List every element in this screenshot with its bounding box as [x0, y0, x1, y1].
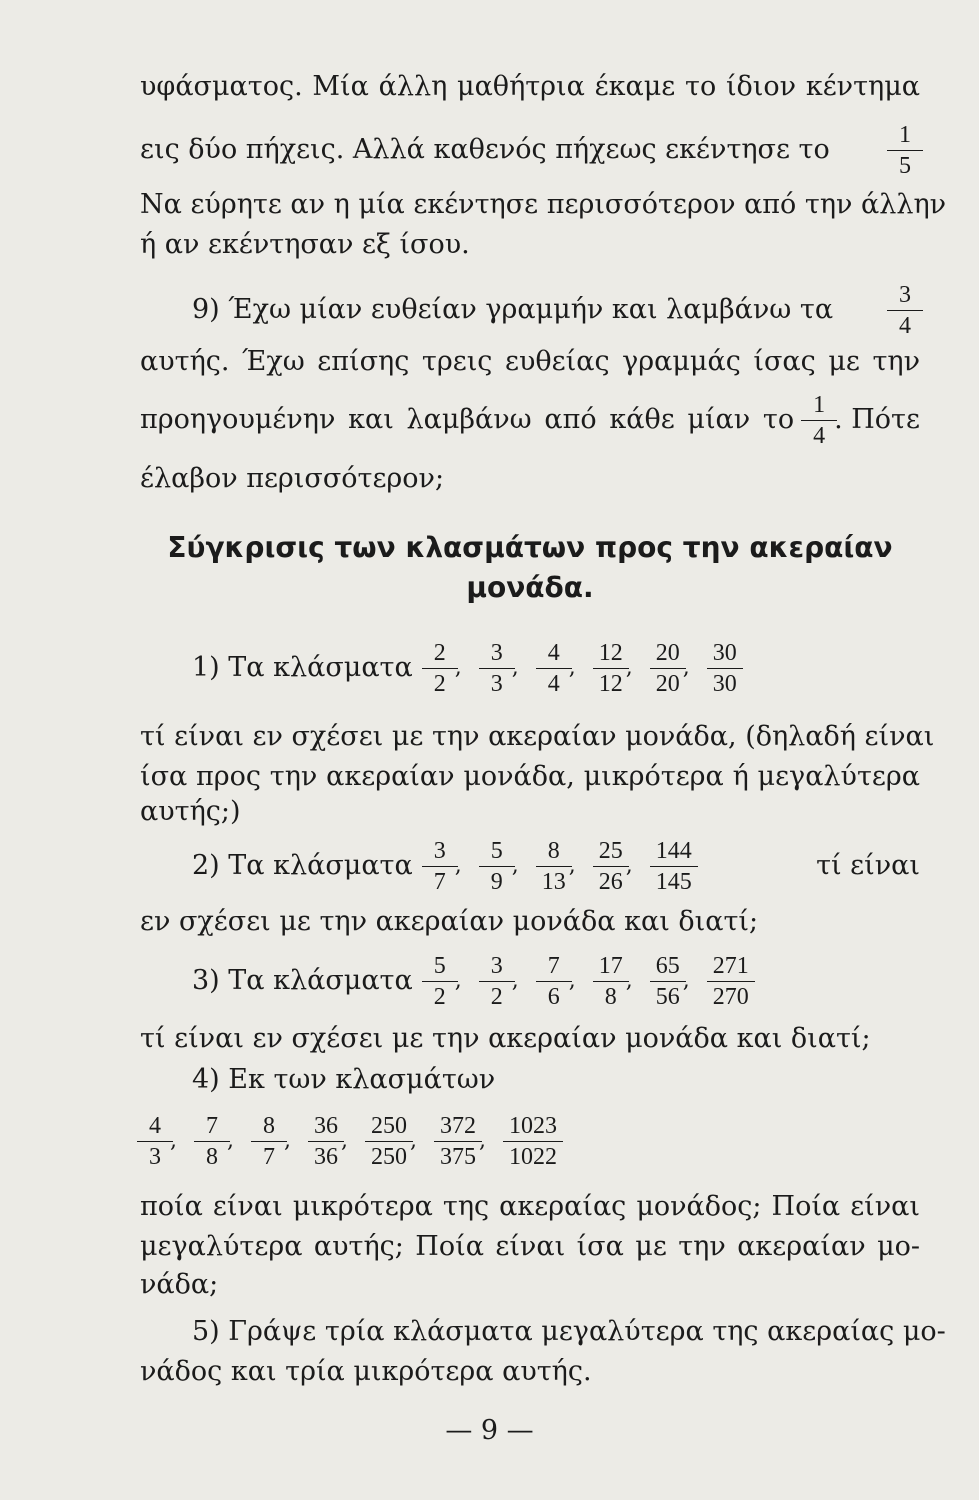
section-heading-line-2: μονάδα. [466, 571, 594, 604]
fraction-denominator: 20 [655, 670, 680, 697]
fraction [539, 953, 569, 1010]
intro-line-3: Να εύρητε αν η μία εκέντησε περισσότερον από την άλλην [140, 189, 947, 220]
fraction-denominator: 250 [371, 1143, 407, 1170]
page-number: — 9 — [445, 1415, 534, 1446]
fraction-denominator: 12 [598, 670, 623, 697]
exercise-2-text: εν σχέσει με την ακεραίαν μονάδα και διατί; [140, 906, 759, 937]
fraction-denominator: 3 [490, 670, 503, 697]
exercise-3-fractions-line: 3) Τα κλάσματα $\frac{5}{2}$ , $\frac{3}{2}$ , $\frac{7}{6}$ , $\frac{17}{8}$ , $\frac{65}{56}$ , $\frac{271}{270}$ [140, 943, 920, 1019]
fraction-numerator: 8 [251, 1113, 287, 1142]
exercise-1-text-1: τί είναι εν σχέσει με την ακεραίαν μονάδα, (δηλαδή είναι [140, 721, 935, 752]
fraction-denominator: 2 [490, 983, 503, 1010]
fraction [890, 282, 920, 339]
fraction-numerator: 30 [707, 640, 743, 669]
fraction-numerator: 144 [650, 838, 698, 867]
fraction-numerator: 3 [422, 838, 458, 867]
fraction-numerator: 65 [650, 953, 686, 982]
fraction-denominator: 36 [314, 1143, 338, 1170]
fraction-denominator: 2 [433, 670, 446, 697]
fraction-numerator: 1023 [503, 1113, 563, 1142]
fraction-denominator: 6 [547, 983, 560, 1010]
fraction [368, 1113, 410, 1170]
exercise-4-fractions-line: $\frac{4}{3}$ , $\frac{7}{8}$ , $\frac{8}{7}$ , $\frac{36}{36}$ , $\frac{250}{250}$ , $\frac{372}{375}$ , $\frac{1023}{1022}$ [140, 1103, 920, 1179]
fraction-numerator: 17 [593, 953, 629, 982]
fraction-numerator: 7 [194, 1113, 230, 1142]
fraction [596, 640, 626, 697]
exercise-3-text: τί είναι εν σχέσει με την ακεραίαν μονάδα και διατί; [140, 1023, 871, 1054]
fraction [653, 953, 683, 1010]
fraction-denominator: 7 [433, 868, 446, 895]
problem-9-line-4: έλαβον περισσότερον; [140, 463, 445, 494]
problem-9-line-1 [140, 275, 920, 345]
fraction [425, 953, 455, 1010]
fraction-denominator: 1022 [509, 1143, 557, 1170]
fraction-numerator: 3 [479, 640, 515, 669]
fraction-numerator: 1 [801, 392, 837, 421]
intro-line-2 [140, 120, 920, 180]
intro-line-2-text: εις δύο πήχεις. Αλλά καθενός πήχεως εκέντησε το [140, 134, 830, 165]
fraction [596, 953, 626, 1010]
fraction-denominator: 145 [655, 868, 692, 895]
fraction-numerator: 20 [650, 640, 686, 669]
exercise-1-label: 1) Τα κλάσματα [192, 652, 413, 683]
exercise-5-text-2: νάδος και τρία μικρότερα αυτής. [140, 1356, 592, 1387]
intro-line-1: υφάσματος. Μία άλλη μαθήτρια έκαμε το ίδιον κέντημα [140, 71, 920, 102]
fraction [710, 640, 740, 697]
fraction-denominator: 270 [712, 983, 749, 1010]
exercise-3-label: 3) Τα κλάσματα [192, 965, 413, 996]
fraction-numerator: 8 [536, 838, 572, 867]
fraction-numerator: 1 [887, 122, 923, 151]
fraction-denominator: 4 [899, 312, 911, 339]
fraction-numerator: 4 [137, 1113, 173, 1142]
fraction-numerator: 372 [434, 1113, 482, 1142]
fraction [140, 1113, 170, 1170]
fraction-denominator: 13 [541, 868, 566, 895]
fraction-numerator: 12 [593, 640, 629, 669]
fraction-numerator: 3 [479, 953, 515, 982]
fraction-numerator: 271 [707, 953, 755, 982]
fraction [710, 953, 752, 1010]
fraction-denominator: 30 [712, 670, 737, 697]
exercise-2-tail: τί είναι [816, 850, 920, 881]
fraction [197, 1113, 227, 1170]
exercise-1-text-3: αυτής;) [140, 796, 241, 827]
fraction [653, 838, 695, 895]
fraction [437, 1113, 479, 1170]
problem-9-text-3: προηγουμένην και λαμβάνω από κάθε μίαν το [140, 404, 795, 435]
fraction-denominator: 5 [899, 152, 911, 179]
fraction-numerator: 3 [887, 282, 923, 311]
fraction-denominator: 4 [547, 670, 560, 697]
fraction-denominator: 56 [655, 983, 680, 1010]
section-heading-line-1: Σύγκρισις των κλασμάτων προς την ακεραίαν [167, 531, 893, 564]
exercise-2-label: 2) Τα κλάσματα [192, 850, 413, 881]
fraction-denominator: 26 [598, 868, 623, 895]
fraction [425, 640, 455, 697]
exercise-1-fractions-line: 1) Τα κλάσματα $\frac{2}{2}$ , $\frac{3}{3}$ , $\frac{4}{4}$ , $\frac{12}{12}$ , $\frac{20}{20}$ , $\frac{30}{30}$ [140, 630, 920, 706]
fraction [482, 838, 512, 895]
fraction-denominator: 2 [433, 983, 446, 1010]
fraction [890, 122, 920, 179]
exercise-1-text-2: ίσα προς την ακεραίαν μονάδα, μικρότερα ή μεγαλύτερα [140, 761, 920, 792]
problem-9-line-3 [140, 385, 920, 455]
fraction [506, 1113, 560, 1170]
fraction-numerator: 25 [593, 838, 629, 867]
fraction-numerator: 2 [422, 640, 458, 669]
fraction-numerator: 36 [308, 1113, 344, 1142]
exercise-2-fractions-line: 2) Τα κλάσματα $\frac{3}{7}$ , $\frac{5}{9}$ , $\frac{8}{13}$ , $\frac{25}{26}$ , $\frac{144}{145}$ τί είναι [140, 828, 920, 904]
fraction [539, 640, 569, 697]
fraction [653, 640, 683, 697]
fraction-denominator: 8 [206, 1143, 218, 1170]
fraction-denominator: 9 [490, 868, 503, 895]
fraction-denominator: 4 [813, 422, 826, 449]
fraction [804, 392, 834, 449]
problem-9-line-2: αυτής. Έχω επίσης τρεις ευθείας γραμμάς ίσας με την [140, 346, 920, 377]
fraction-denominator: 3 [149, 1143, 161, 1170]
fraction [539, 838, 569, 895]
fraction-numerator: 250 [365, 1113, 413, 1142]
exercise-5-text-1: 5) Γράψε τρία κλάσματα μεγαλύτερα της ακεραίας μο- [192, 1316, 946, 1347]
fraction-numerator: 7 [536, 953, 572, 982]
fraction [254, 1113, 284, 1170]
exercise-4-label: 4) Εκ των κλασμάτων [192, 1064, 496, 1095]
fraction-numerator: 5 [422, 953, 458, 982]
fraction [425, 838, 455, 895]
fraction [482, 953, 512, 1010]
fraction-denominator: 375 [440, 1143, 476, 1170]
exercise-4-text-3: νάδα; [140, 1269, 219, 1300]
exercise-4-text-1: ποία είναι μικρότερα της ακεραίας μονάδος; Ποία είναι [140, 1191, 920, 1222]
fraction [596, 838, 626, 895]
fraction [311, 1113, 341, 1170]
fraction [482, 640, 512, 697]
fraction-denominator: 8 [604, 983, 617, 1010]
exercise-4-text-2: μεγαλύτερα αυτής; Ποία είναι ίσα με την ακεραίαν μο- [140, 1231, 920, 1262]
fraction-denominator: 7 [263, 1143, 275, 1170]
fraction-numerator: 4 [536, 640, 572, 669]
problem-9-text-3-end: . Πότε [834, 404, 920, 435]
intro-line-4: ή αν εκέντησαν εξ ίσου. [140, 229, 470, 260]
fraction-numerator: 5 [479, 838, 515, 867]
problem-9-text-1: 9) Έχω μίαν ευθείαν γραμμήν και λαμβάνω τα [192, 294, 834, 325]
